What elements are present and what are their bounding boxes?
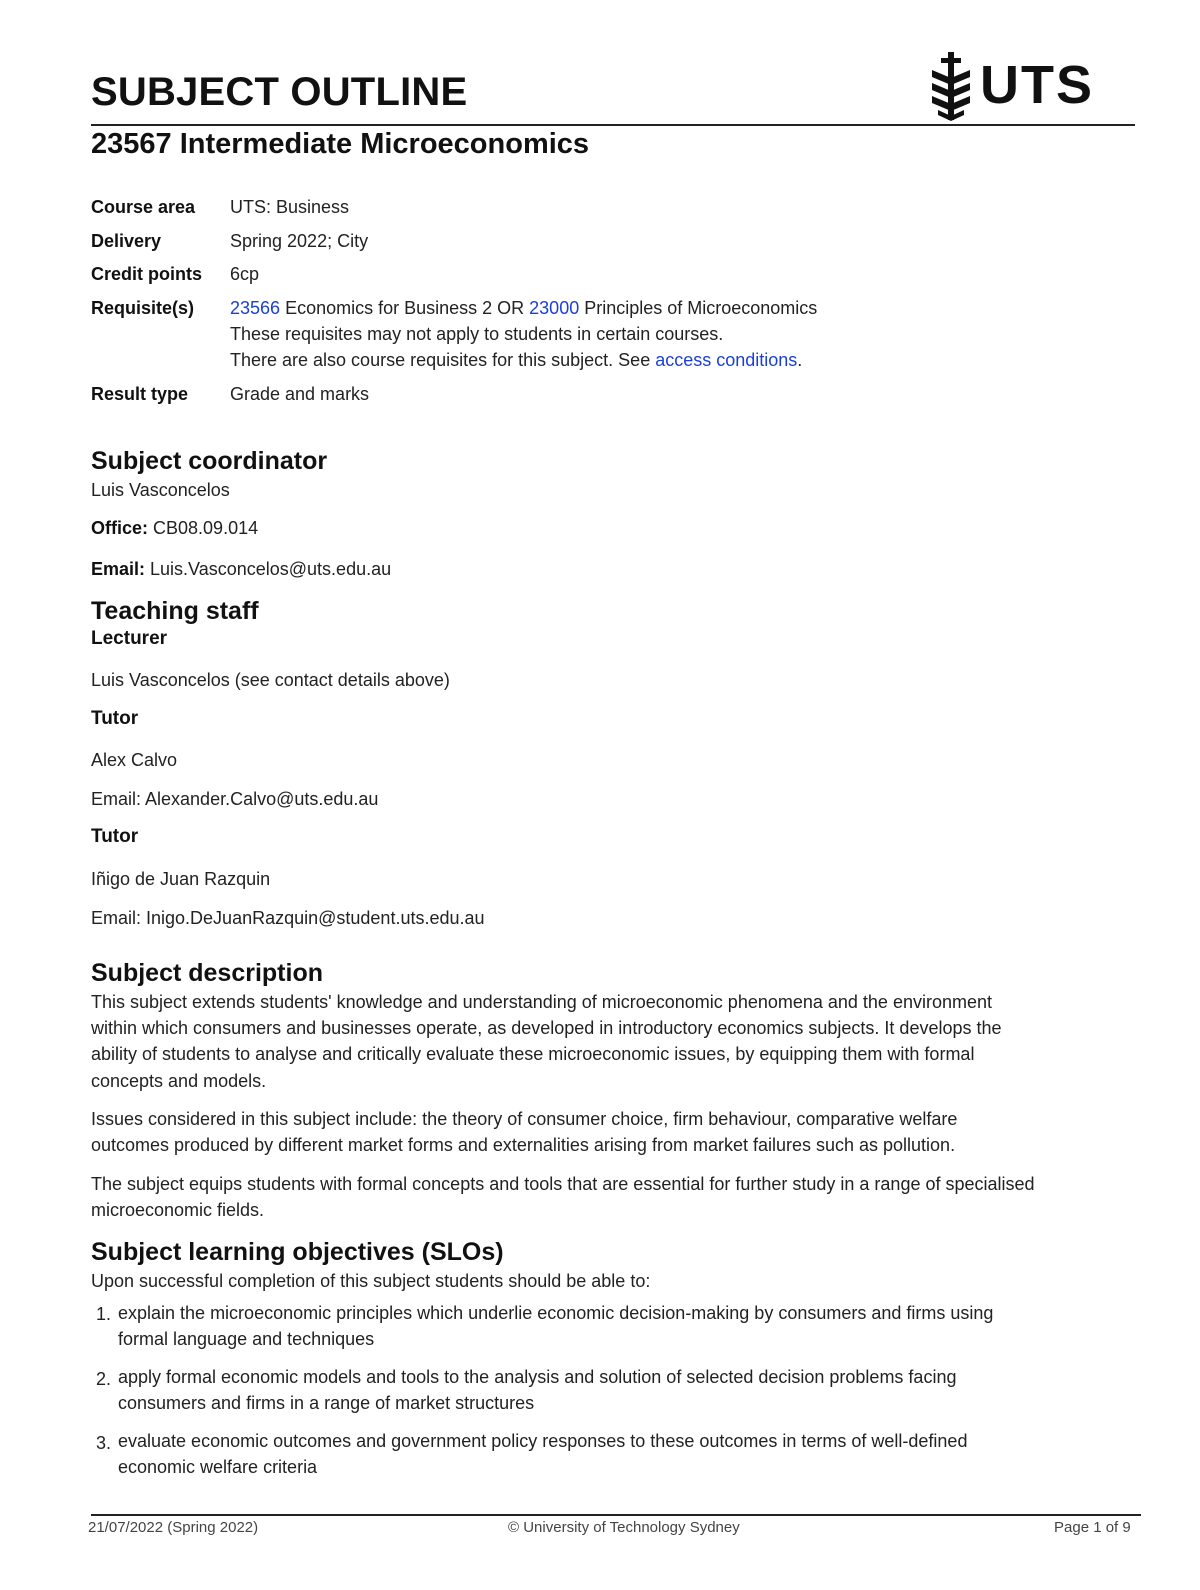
coordinator-name: Luis Vasconcelos [91,480,230,500]
detail-value: Spring 2022; City [230,231,369,251]
requisite-link-23566[interactable]: 23566 [230,298,281,318]
footer-divider [91,1514,1141,1516]
detail-label: Course area [91,197,196,217]
subject-title: 23567 Intermediate Microeconomics [91,128,590,160]
description-line: The subject equips students with formal concepts and tools that are essential for further study in a range of specialised [91,1174,1035,1194]
detail-label: Requisite(s) [91,298,195,318]
description-line: This subject extends students' knowledge and understanding of microeconomic phenomena and the environment [91,992,992,1012]
description-line: Issues considered in this subject include: the theory of consumer choice, firm behaviour, comparative welfare [91,1109,958,1129]
description-line: ability of students to analyse and critically evaluate these microeconomic issues, by equipping them with formal [91,1044,975,1064]
slo-text: explain the microeconomic principles which underlie economic decision-making by consumers and firms using [118,1303,994,1323]
uts-crest-icon [928,50,974,122]
tutor-name: Alex Calvo [91,750,178,770]
section-heading-slos: Subject learning objectives (SLOs) [91,1238,504,1266]
slo-text: apply formal economic models and tools to the analysis and solution of selected decision problems facing [118,1367,957,1387]
requisite-note-text: There are also course requisites for this subject. See [230,350,656,370]
tutor-name: Iñigo de Juan Razquin [91,869,271,889]
footer-copyright: © University of Technology Sydney [508,1519,740,1536]
lecturer-text: Luis Vasconcelos (see contact details above) [91,670,450,690]
section-heading-description: Subject description [91,959,323,987]
footer-date: 21/07/2022 (Spring 2022) [88,1519,259,1536]
slo-text: evaluate economic outcomes and government policy responses to these outcomes in terms of well-defined [118,1431,968,1451]
uts-logo [928,50,1098,122]
slo-number: 3. [96,1433,112,1453]
slos-intro: Upon successful completion of this subject students should be able to: [91,1271,651,1291]
description-line: concepts and models. [91,1071,267,1091]
coordinator-office [91,515,1136,541]
document-title: SUBJECT OUTLINE [91,70,468,114]
footer-page-number: Page 1 of 9 [1054,1519,1131,1536]
coordinator-email [91,556,1136,582]
slo-text: economic welfare criteria [118,1457,318,1477]
uts-logo-text: UTS [980,55,1094,115]
requisite-link-23000[interactable]: 23000 [529,298,580,318]
requisite-text: Principles of Microeconomics [579,298,818,318]
email-value[interactable]: Luis.Vasconcelos@uts.edu.au [145,559,392,579]
detail-label: Delivery [91,231,162,251]
detail-label: Credit points [91,264,202,284]
detail-label: Result type [91,384,189,404]
slo-text: formal language and techniques [118,1329,375,1349]
detail-value [230,295,1110,321]
requisite-note [230,347,1110,373]
requisite-note: These requisites may not apply to students in certain courses. [230,324,724,344]
tutor-email: Email: Alexander.Calvo@uts.edu.au [91,789,379,809]
requisite-note-text: . [797,350,803,370]
section-heading-coordinator: Subject coordinator [91,447,328,475]
access-conditions-link[interactable]: access conditions [655,350,798,370]
slo-number: 1. [96,1304,112,1324]
email-label: Email: [91,559,146,579]
lecturer-heading: Lecturer [91,628,168,649]
detail-value: UTS: Business [230,197,350,217]
description-line: microeconomic fields. [91,1200,265,1220]
office-value: CB08.09.014 [148,518,259,538]
tutor-heading: Tutor [91,708,139,729]
tutor-heading: Tutor [91,826,139,847]
tutor-email: Email: Inigo.DeJuanRazquin@student.uts.edu.au [91,908,485,928]
requisite-text: Economics for Business 2 OR [280,298,530,318]
slo-text: consumers and firms in a range of market structures [118,1393,535,1413]
description-line: outcomes produced by different market forms and externalities arising from market failures such as pollution. [91,1135,956,1155]
office-label: Office: [91,518,149,538]
detail-value: Grade and marks [230,384,370,404]
header-divider [91,124,1135,126]
detail-value: 6cp [230,264,260,284]
section-heading-teaching-staff: Teaching staff [91,597,259,625]
slo-number: 2. [96,1369,112,1389]
description-line: within which consumers and businesses operate, as developed in introductory economics subjects. It develops the [91,1018,1002,1038]
